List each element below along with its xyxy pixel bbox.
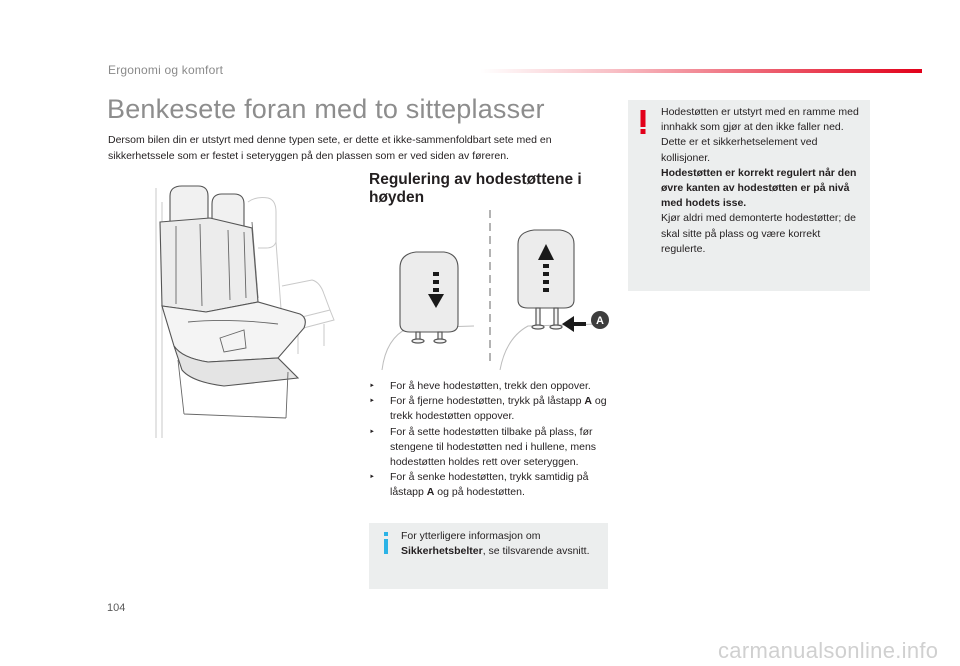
warning-emphasis: Hodestøtten er korrekt regulert når den øvre kanten av hodestøtten er på nivå med hodets isse.: [661, 166, 857, 210]
info-link-text: Sikkerhetsbelter: [401, 545, 483, 558]
intro-text: Dersom bilen din er utstyrt med denne typen sete, er dette et ikke-sammenfoldbart sete med en sikkerhetssele som er festet i seteryggen på den plassen som er ved siden av føreren.: [108, 134, 552, 162]
bench-seat-illustration: [148, 182, 340, 440]
step-text: For å fjerne hodestøtten, trykk på låstapp: [390, 395, 585, 408]
page-number: 104: [107, 602, 126, 614]
step-text: og trekk hodestøtten oppover.: [390, 395, 607, 423]
bullet-icon: ‣: [369, 396, 375, 408]
exclamation-icon: [639, 110, 647, 134]
list-item: [369, 379, 609, 394]
watermark: carmanualsonline.info: [718, 638, 939, 663]
info-text: For ytterligere informasjon om Sikkerhetsbelter, se tilsvarende avsnitt.: [401, 530, 590, 558]
bullet-icon: ‣: [369, 381, 375, 392]
warning-text: Hodestøtten er utstyrt med en ramme med innhakk som gjør at den ikke faller ned. Dette er et sikkerhetselement ved kollisjoner. Hodestøtten er korrekt regulert når den øvre kanten av hodestøtten er på nivå med hodets isse. Kjør aldri med demonterte hodestøtter; de skal sitte på plass og være korrekt regulerte.: [661, 106, 859, 255]
info-icon: [381, 532, 391, 554]
list-item: [369, 425, 609, 471]
bullet-icon: ‣: [369, 426, 375, 438]
adjustment-heading: Regulering av hodestøttene i høyden: [369, 171, 582, 206]
step-text: For å heve hodestøtten, trekk den oppover.: [390, 380, 591, 392]
lock-tab-ref: A: [584, 395, 592, 408]
adjustment-steps: [369, 379, 609, 501]
lock-tab-label: A: [596, 315, 604, 327]
step-text: For å senke hodestøtten, trykk samtidig på låstapp: [390, 471, 589, 499]
step-text: og på hodestøtten.: [434, 486, 525, 499]
page-title: Benkesete foran med to sitteplasser: [107, 94, 545, 124]
header-rule: [480, 69, 922, 73]
info-box: [369, 523, 608, 589]
step-text: For å sette hodestøtten tilbake på plass, før stengene til hodestøtten ned i hullene, mens hodestøtten holdes rett over seteryggen.: [390, 425, 597, 469]
bullet-icon: ‣: [369, 472, 375, 484]
warning-box: [628, 100, 870, 291]
list-item: [369, 394, 609, 424]
headrest-adjustment-illustration: [378, 210, 612, 370]
lock-tab-ref: A: [426, 486, 435, 499]
section-header: Ergonomi og komfort: [108, 63, 224, 77]
list-item: [369, 470, 609, 500]
